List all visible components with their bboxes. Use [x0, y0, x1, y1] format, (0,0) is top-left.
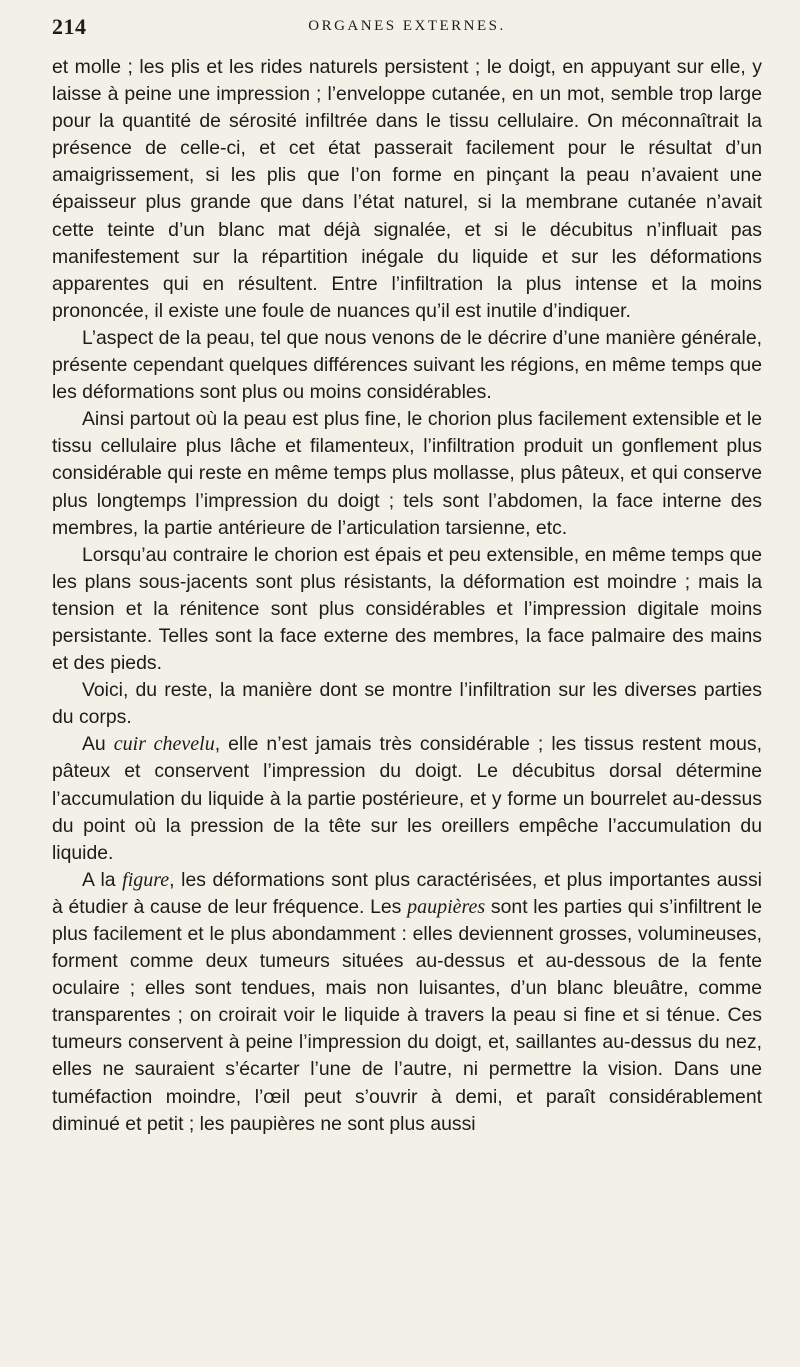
- text-run: Lorsqu’au contraire le chorion est épais et peu extensible, en même temps que les plans sous-jacents sont plus résistants, la déformation est moindre ; mais la tension et la rénitence sont plus considérables et l’impression digitale moins persistante. Telles sont la face externe des membres, la face palmaire des mains et des pieds.: [52, 543, 762, 675]
- paragraph: [52, 325, 762, 406]
- text-run: Au: [82, 733, 114, 756]
- italic-term: cuir chevelu: [113, 733, 215, 756]
- running-head: [52, 14, 762, 48]
- italic-term: paupières: [407, 895, 486, 918]
- paragraph: [52, 54, 762, 325]
- text-run: , les déformations sont plus caractérisées, et plus importantes aussi à étudier à cause de leur fréquence. Les: [52, 868, 762, 918]
- text-run: et molle ; les plis et les rides naturels persistent ; le doigt, en appuyant sur elle, y laisse à peine une impression ; l’enveloppe cutanée, en un mot, semble trop large pour la quantité de sérosité infiltrée dans le tissu cellulaire. On méconnaîtrait la présence de celle-ci, et cet état passerait facilement pour le résultat d’un amaigrissement, si les plis que l’on forme en pinçant la peau n’avaient une épaisseur plus grande que dans l’état naturel, si la membrane cutanée n’avait cette teinte d’un blanc mat déjà signalée, et si le décubitus n’influait pas manifestement sur la répartition inégale du liquide et sur les déformations apparentes qui en résultent. Entre l’infiltration la plus intense et la moins prononcée, il existe une foule de nuances qu’il est inutile d’indiquer.: [52, 56, 762, 322]
- text-run: Ainsi partout où la peau est plus fine, le chorion plus facilement extensible et le tissu cellulaire plus lâche et filamenteux, l’infiltration produit un gonflement plus considérable qui reste en même temps plus mollasse, plus pâteux, et qui conserve plus longtemps l’impression du doigt ; tels sont l’abdomen, la face interne des membres, la partie antérieure de l’articulation tarsienne, etc.: [52, 408, 762, 539]
- text-run: Voici, du reste, la manière dont se montre l’infiltration sur les diverses parties du corps.: [52, 679, 762, 729]
- page-number: 214: [52, 14, 87, 39]
- book-page: [52, 14, 762, 1138]
- text-run: L’aspect de la peau, tel que nous venons de le décrire d’une manière générale, présente cependant quelques différences suivant les régions, en même temps que les déformations sont plus ou moins considérables.: [52, 326, 762, 404]
- paragraph: [52, 867, 762, 1138]
- text-run: sont les parties qui s’infiltrent le plus facilement et le plus abondamment : elles deviennent grosses, volumineuses, forment comme deux tumeurs situées au-dessus et au-dessous de la fente oculaire ; elles sont tendues, mais non luisantes, d’un blanc bleuâtre, comme transparentes ; on croirait voir le liquide à travers la peau si fine et si ténue. Ces tumeurs conservent à peine l’impression du doigt, et, saillantes au-dessus du nez, elles ne sauraient s’écarter l’une de l’autre, ni permettre la vision. Dans une tuméfaction moindre, l’œil peut s’ouvrir à demi, et paraît considérablement diminué et petit ; les paupières ne sont plus aussi: [52, 895, 762, 1135]
- paragraph: [52, 731, 762, 866]
- paragraph: [52, 542, 762, 677]
- paragraph: [52, 677, 762, 731]
- text-run: , elle n’est jamais très considérable ; les tissus restent mous, pâteux et conservent l’impression du doigt. Le décubitus dorsal détermine l’accumulation du liquide à la partie postérieure, et y forme un bourrelet au-dessus du point où la pression de la tête sur les oreillers empêche l’accumulation du liquide.: [52, 733, 762, 864]
- paragraph: [52, 406, 762, 541]
- running-title: ORGANES EXTERNES.: [308, 18, 506, 34]
- text-run: A la: [82, 868, 123, 891]
- italic-term: figure: [122, 868, 170, 891]
- body-text: [52, 54, 762, 1138]
